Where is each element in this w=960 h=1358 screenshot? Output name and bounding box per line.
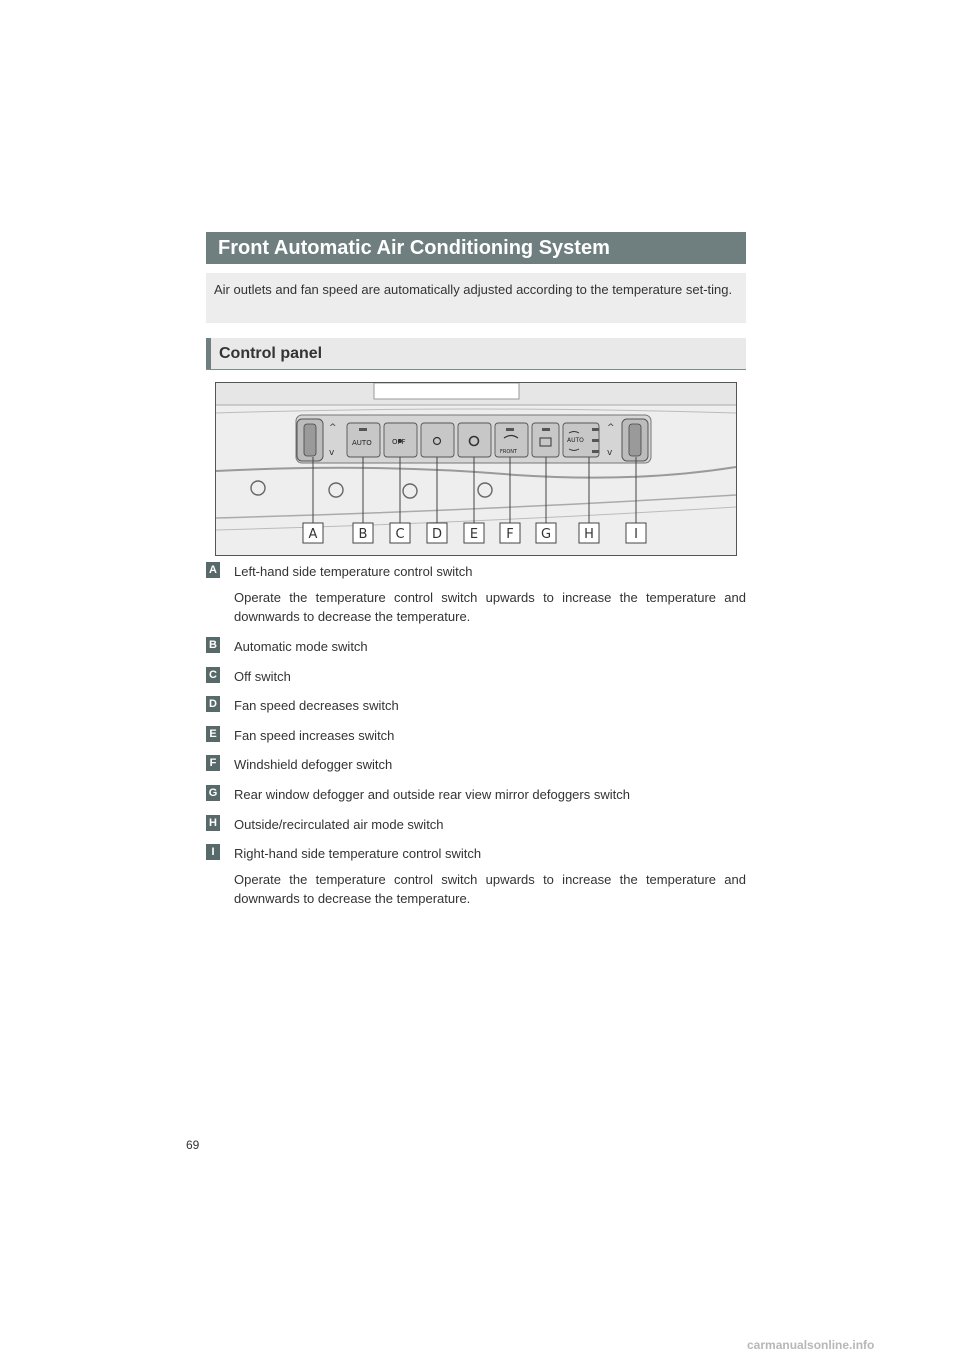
callout-a: A	[308, 527, 318, 542]
item-badge: D	[206, 696, 220, 712]
off-label: OFF	[392, 438, 406, 446]
item-badge: C	[206, 667, 220, 683]
item-badge: H	[206, 815, 220, 831]
svg-text:^: ^	[607, 423, 615, 433]
callout-h: H	[584, 527, 594, 542]
item-badge: F	[206, 755, 220, 771]
auto-label-2: AUTO	[567, 437, 584, 444]
callout-i: I	[634, 527, 638, 542]
item-label: Off switch	[234, 669, 291, 684]
svg-text:v: v	[607, 448, 613, 458]
item-badge: A	[206, 562, 220, 578]
page-number: 69	[186, 1138, 200, 1152]
callout-e: E	[469, 527, 479, 542]
svg-text:v: v	[329, 448, 335, 458]
front-label: FRONT	[500, 449, 518, 455]
item-description: Operate the temperature control switch upwards to increase the temperature and downwards to decrease the temperature.	[234, 872, 746, 906]
item-label: Fan speed decreases switch	[234, 698, 399, 713]
intro-text: Air outlets and fan speed are automatically adjusted according to the temperature set-ting.	[206, 273, 746, 323]
callout-b: B	[358, 527, 368, 542]
svg-text:^: ^	[329, 423, 337, 433]
control-panel-illustration	[215, 382, 737, 556]
callout-c: C	[395, 527, 405, 542]
auto-label: AUTO	[352, 439, 372, 447]
item-label: Left-hand side temperature control switch	[234, 564, 473, 579]
item-label: Outside/recirculated air mode switch	[234, 817, 444, 832]
watermark: carmanualsonline.info	[747, 1338, 875, 1352]
subsection-title: Control panel	[206, 338, 746, 369]
item-label: Windshield defogger switch	[234, 757, 393, 772]
callout-f: F	[506, 527, 514, 542]
item-badge: E	[206, 726, 220, 742]
callout-d: D	[431, 527, 443, 542]
item-badge: G	[206, 785, 220, 801]
item-description: Operate the temperature control switch upwards to increase the temperature and downwards to decrease the temperature.	[234, 590, 746, 624]
item-label: Right-hand side temperature control switch	[234, 846, 482, 861]
item-label: Fan speed increases switch	[234, 728, 395, 743]
item-badge: I	[206, 844, 220, 860]
section-title: Front Automatic Air Conditioning System	[206, 232, 746, 264]
item-label: Rear window defogger and outside rear view mirror defoggers switch	[234, 787, 630, 802]
callout-g: G	[540, 527, 552, 542]
item-badge: B	[206, 637, 220, 653]
subsection-rule	[206, 369, 746, 370]
item-label: Automatic mode switch	[234, 639, 368, 654]
